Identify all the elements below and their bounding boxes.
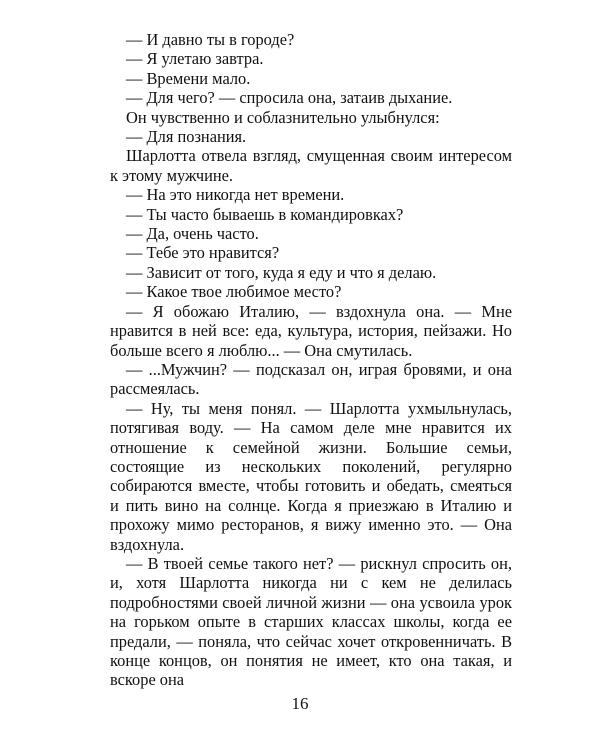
paragraph: — Для познания.	[126, 127, 247, 147]
paragraph: — В твоей семье такого нет? — рискнул спросить он, и, хотя Шарлотта никогда ни с кем не делилась подробностями своей личной жизни — она усвоила урок на горьком опыте в старших классах школы, когда ее предали, — поняла, что сейчас хочет откровенничать. В конце концов, он понятия не имеет, кто она такая, и вскоре она	[110, 553, 512, 690]
page-number: 16	[291, 694, 309, 713]
paragraph: — Какое твое любимое место?	[126, 282, 342, 302]
paragraph: Шарлотта отвела взгляд, смущенная своим интересом к этому мужчине.	[110, 146, 512, 185]
paragraph: Он чувственно и соблазнительно улыбнулся:	[126, 107, 440, 127]
paragraph: — На это никогда нет времени.	[126, 185, 345, 205]
paragraph: — Ты часто бываешь в командировках?	[126, 204, 404, 224]
paragraph: — Времени мало.	[126, 68, 251, 88]
paragraph: — Тебе это нравится?	[126, 243, 280, 263]
paragraph: — Для чего? — спросила она, затаив дыхание.	[126, 88, 453, 108]
paragraph: — И давно ты в городе?	[126, 30, 295, 49]
paragraph: — Зависит от того, куда я еду и что я делаю.	[126, 262, 437, 282]
paragraph: — Ну, ты меня понял. — Шарлотта ухмыльнулась, потягивая воду. — На самом деле мне нравится их отношение к семейной жизни. Большие семьи, состоящие из нескольких поколений, регулярно собираются вместе, чтобы готовить и обедать, смеяться и пить вино на солнце. Когда я приезжаю в Италию и прохожу мимо ресторанов, я вижу именно это. — Она вздохнула.	[110, 398, 512, 554]
body-text	[110, 30, 512, 690]
paragraph: — ...Мужчин? — подсказал он, играя бровями, и она рассмеялась.	[110, 359, 512, 399]
paragraph: — Да, очень часто.	[126, 224, 259, 244]
paragraph: — Я обожаю Италию, — вздохнула она. — Мне нравится в ней все: еда, культура, история, пейзажи. Но больше всего я люблю... — Она смутилась.	[110, 301, 512, 360]
paragraph: — Я улетаю завтра.	[126, 49, 264, 69]
